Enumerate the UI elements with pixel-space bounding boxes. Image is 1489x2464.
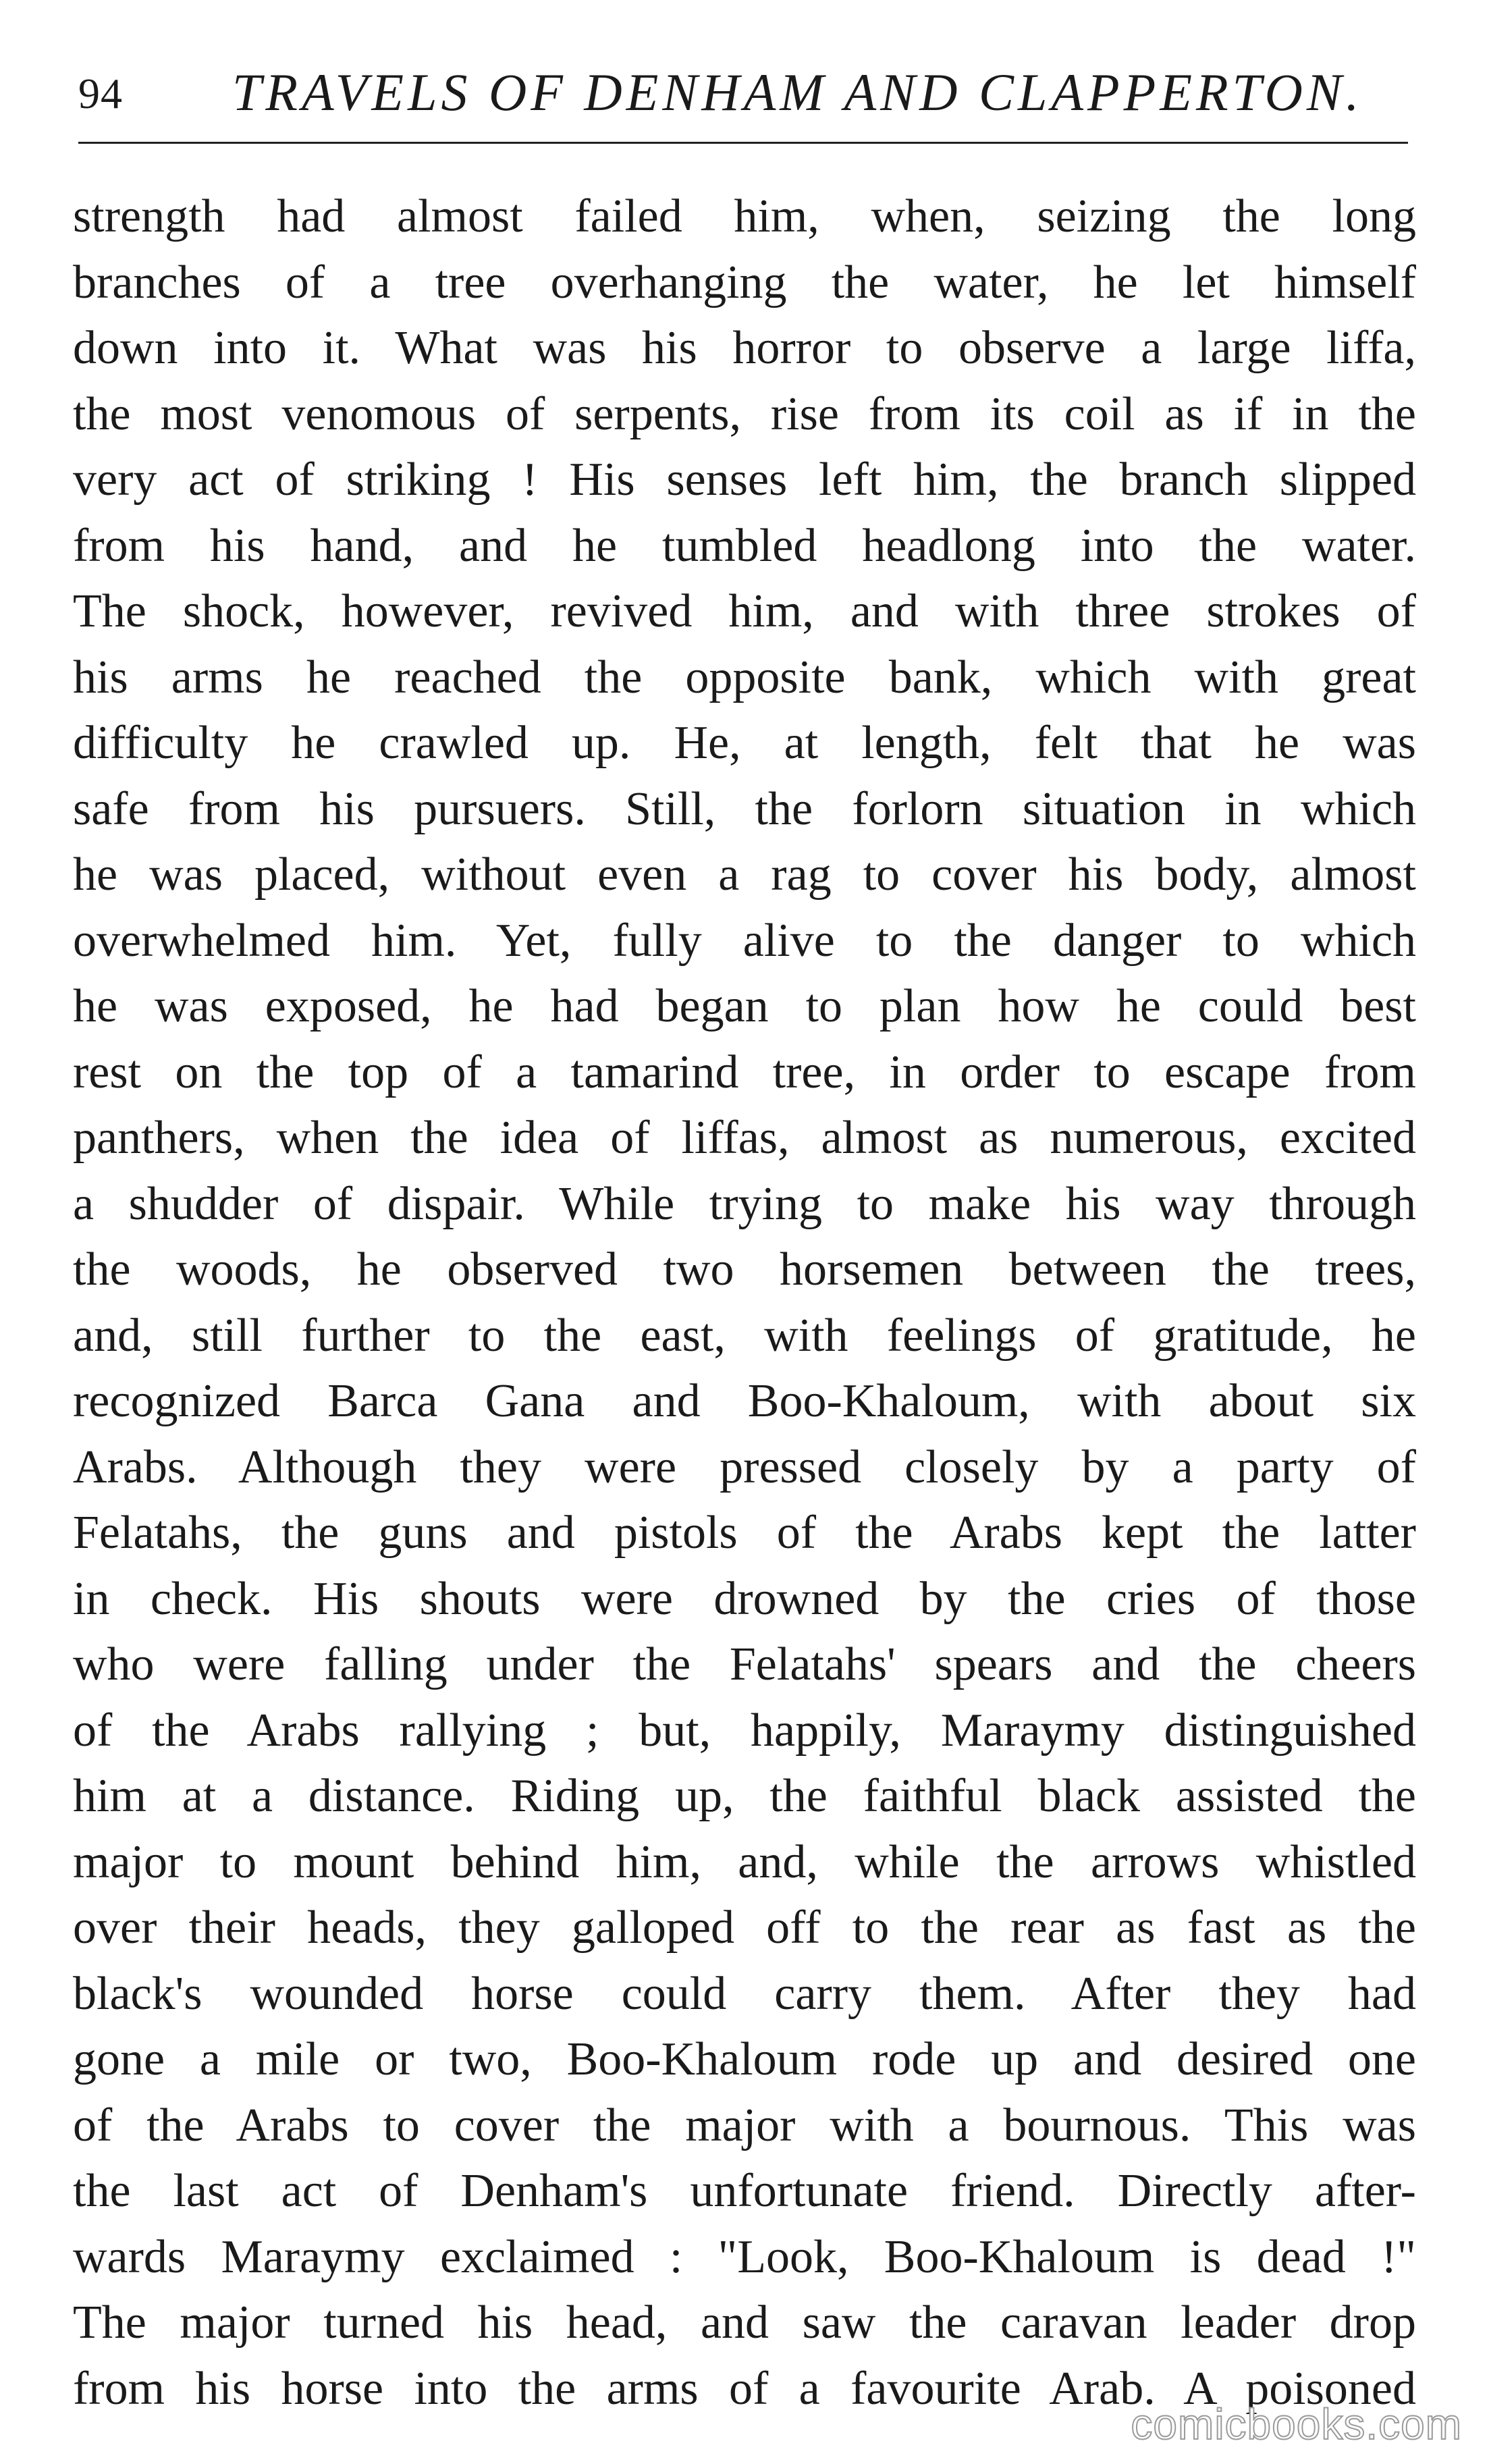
page-number: 94 xyxy=(78,70,123,117)
text-line: he was placed, without even a rag to cover his body, almost xyxy=(73,849,1416,901)
text-line: The major turned his head, and saw the caravan leader drop xyxy=(73,2297,1416,2349)
body-text xyxy=(73,184,1416,2421)
text-line: and, still further to the east, with feelings of gratitude, he xyxy=(73,1309,1416,1362)
text-line: his arms he reached the opposite bank, which with great xyxy=(73,651,1416,703)
text-line: gone a mile or two, Boo-Khaloum rode up and desired one xyxy=(73,2033,1416,2085)
text-line: down into it. What was his horror to observe a large liffa, xyxy=(73,322,1416,374)
running-title: TRAVELS OF DENHAM AND CLAPPERTON. xyxy=(232,63,1363,122)
header-rule xyxy=(78,142,1408,144)
text-line: the most venomous of serpents, rise from its coil as if in the xyxy=(73,387,1416,440)
text-line: he was exposed, he had began to plan how he could best xyxy=(73,980,1416,1032)
text-line: The shock, however, revived him, and with three strokes of xyxy=(73,585,1416,637)
page-header xyxy=(78,62,1415,150)
text-line: in check. His shouts were drowned by the cries of those xyxy=(73,1572,1416,1625)
text-line: safe from his pursuers. Still, the forlorn situation in which xyxy=(73,782,1416,835)
text-line: from his horse into the arms of a favourite Arab. A poisoned xyxy=(73,2362,1416,2415)
watermark: comicbooks.com xyxy=(1131,2400,1462,2448)
text-line: Felatahs, the guns and pistols of the Arabs kept the latter xyxy=(73,1507,1416,1559)
text-line: strength had almost failed him, when, seizing the long xyxy=(73,190,1416,242)
text-line: a shudder of dispair. While trying to make his way through xyxy=(73,1177,1416,1230)
text-line: him at a distance. Riding up, the faithful black assisted the xyxy=(73,1770,1416,1822)
text-line: Arabs. Although they were pressed closely by a party of xyxy=(73,1441,1416,1493)
text-line: the woods, he observed two horsemen between the trees, xyxy=(73,1243,1416,1295)
text-line: panthers, when the idea of liffas, almost as numerous, excited xyxy=(73,1112,1416,1164)
text-line: of the Arabs to cover the major with a bournous. This was xyxy=(73,2099,1416,2151)
text-line: difficulty he crawled up. He, at length, felt that he was xyxy=(73,717,1416,769)
text-line: major to mount behind him, and, while the arrows whistled xyxy=(73,1836,1416,1888)
text-line: over their heads, they galloped off to the rear as fast as the xyxy=(73,1902,1416,1954)
text-line: who were falling under the Felatahs' spears and the cheers xyxy=(73,1638,1416,1690)
text-line: from his hand, and he tumbled headlong into the water. xyxy=(73,519,1416,572)
text-line: branches of a tree overhanging the water, he let himself xyxy=(73,256,1416,309)
text-line: overwhelmed him. Yet, fully alive to the danger to which xyxy=(73,914,1416,967)
text-line: very act of striking ! His senses left him, the branch slipped xyxy=(73,454,1416,506)
text-line: the last act of Denham's unfortunate friend. Directly after- xyxy=(73,2165,1416,2217)
text-line: recognized Barca Gana and Boo-Khaloum, with about six xyxy=(73,1375,1416,1427)
text-line: wards Maraymy exclaimed : "Look, Boo-Khaloum is dead !" xyxy=(73,2230,1416,2283)
text-line: of the Arabs rallying ; but, happily, Maraymy distinguished xyxy=(73,1704,1416,1757)
text-line: black's wounded horse could carry them. After they had xyxy=(73,1967,1416,2020)
text-line: rest on the top of a tamarind tree, in order to escape from xyxy=(73,1046,1416,1098)
